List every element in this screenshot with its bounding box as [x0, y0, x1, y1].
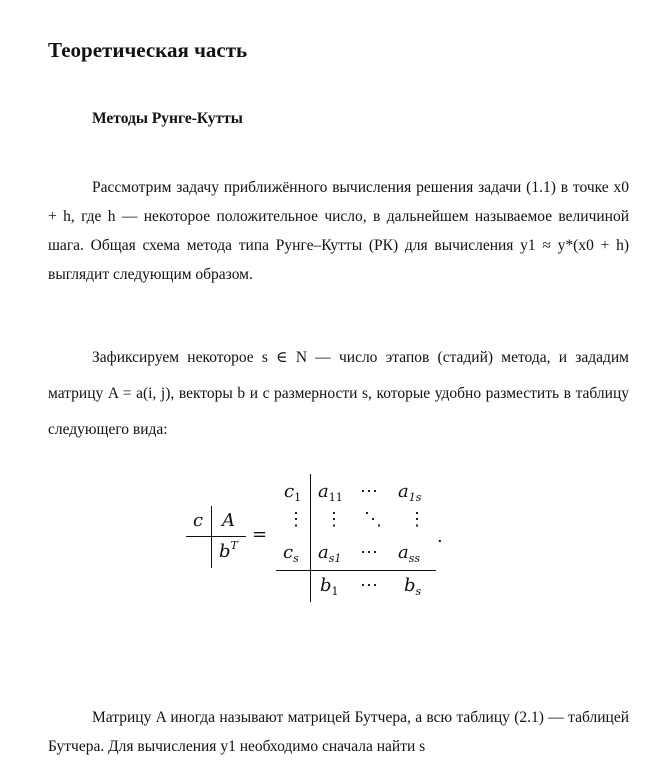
tableau-ddots: ⋱	[364, 509, 382, 530]
tableau-b1: $b_1$	[320, 575, 339, 598]
tableau-right-hline	[276, 570, 436, 571]
tableau-bs: $b_s$	[404, 575, 422, 598]
page-heading: Теоретическая часть	[48, 38, 248, 62]
tableau-cs: $c_s$	[283, 542, 299, 565]
tableau-c: c	[193, 510, 204, 531]
tableau-vdots-c: ⋮	[287, 509, 305, 530]
tableau-A: A	[222, 510, 235, 531]
tableau-bT: $b^T$	[219, 539, 238, 562]
tableau-a1s: $a_{1s}$	[398, 481, 422, 504]
tableau-c1: $c_1$	[284, 481, 302, 504]
paragraph-butcher: Матрицу A иногда называют матрицей Бутчера, а всю таблицу (2.1) — таблицей Бутчера. Для вычисления y1 необходимо сначала найти s	[48, 709, 629, 755]
paragraph-intro: Рассмотрим задачу приближённого вычисления решения задачи (1.1) в точке x0 + h, где h — некоторое положительное число, в дальнейшем называемое величиной шага. Общая схема метода типа Рунге–Кутты (РК) для вычисления y1 ≈ y*(x0 + h) выглядит следующим образом.	[48, 179, 629, 283]
tableau-right-vline	[310, 474, 311, 602]
tableau-left-vline	[211, 506, 212, 568]
tableau-equals: =	[252, 524, 268, 545]
tableau-cdots-row4: ⋯	[360, 575, 378, 596]
tableau-vdots-a: ⋮	[325, 509, 343, 530]
tableau-period: .	[437, 526, 443, 547]
tableau-cdots-row3: ⋯	[360, 542, 378, 563]
paragraph-stages: Зафиксируем некоторое s ∈ N — число этапов (стадий) метода, и зададим матрицу A = a(i, j), векторы b и c размерности s, которые удобно разместить в таблицу следующего вида:	[48, 349, 629, 438]
tableau-left-hline	[186, 536, 246, 537]
tableau-vdots-as: ⋮	[408, 509, 426, 530]
tableau-cdots-row1: ⋯	[360, 481, 378, 502]
tableau-a11: $a_{11}$	[318, 481, 343, 504]
tableau-as1: $a_{s1}$	[318, 542, 342, 565]
section-heading: Методы Рунге-Кутты	[92, 110, 243, 127]
tableau-ass: $a_{ss}$	[398, 542, 421, 565]
